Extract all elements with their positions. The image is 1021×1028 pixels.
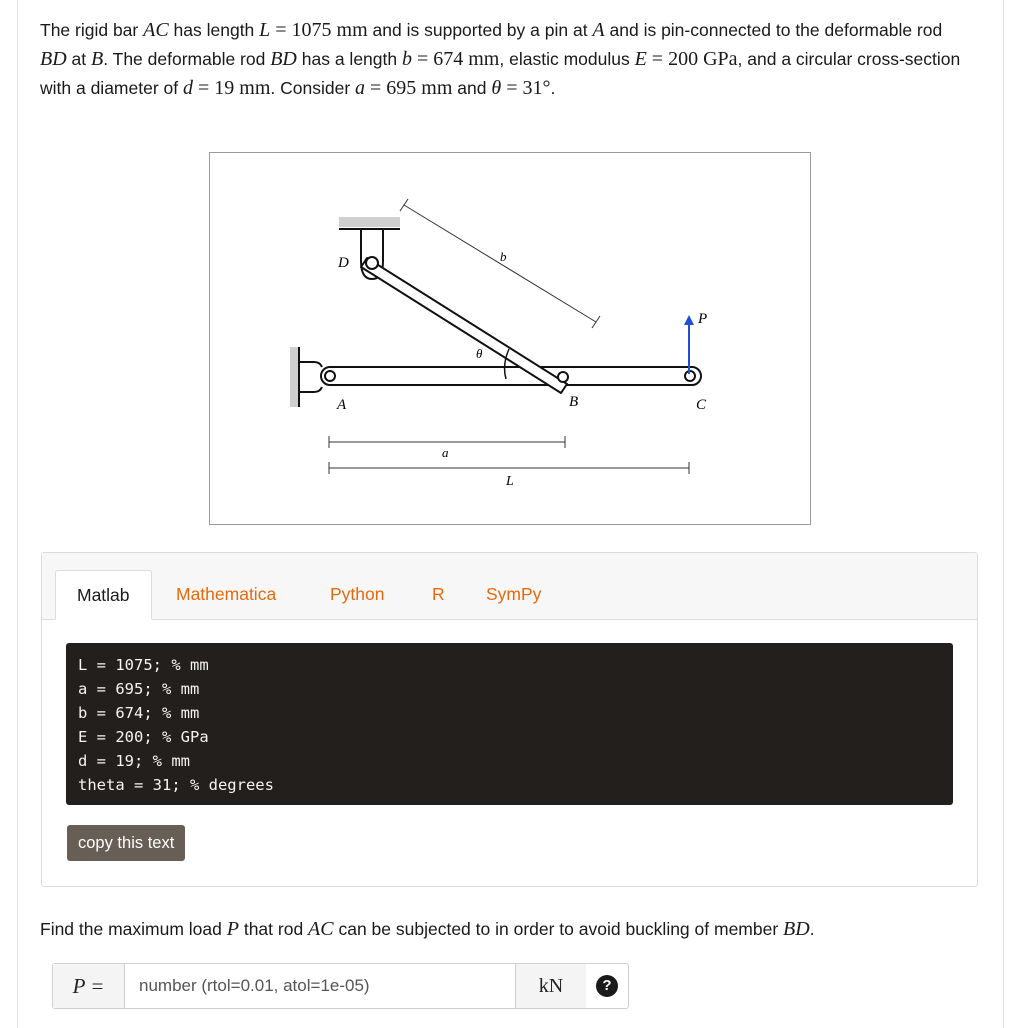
load-p-arrowhead xyxy=(684,315,694,325)
tab-matlab[interactable]: Matlab xyxy=(55,570,152,620)
rigid-bar-ac xyxy=(321,367,701,385)
ceiling-support xyxy=(339,217,400,227)
pin-d xyxy=(366,257,378,269)
help-icon[interactable]: ? xyxy=(596,975,618,997)
bar-rod-diagram xyxy=(210,153,810,524)
label-a-length: a xyxy=(442,445,449,460)
wall-support xyxy=(290,347,298,407)
label-l-length: L xyxy=(506,474,514,489)
label-c: C xyxy=(696,397,707,413)
answer-input[interactable] xyxy=(125,964,515,1008)
answer-label: P = xyxy=(53,964,125,1008)
pin-a xyxy=(325,371,335,381)
code-block[interactable]: L = 1075; % mm a = 695; % mm b = 674; % mm E = 200; % GPa d = 19; % mm theta = 31; % degrees xyxy=(66,643,953,805)
dimension-b-tick-end xyxy=(592,316,600,328)
copy-text-button[interactable]: copy this text xyxy=(67,825,185,861)
pin-b xyxy=(558,372,568,382)
problem-figure xyxy=(209,152,811,525)
tab-sympy[interactable]: SymPy xyxy=(486,584,542,604)
language-tabs xyxy=(42,553,977,620)
clevis-a xyxy=(300,362,322,392)
question-text: Find the maximum load P that rod AC can be subjected to in order to avoid buckling of member BD. xyxy=(40,918,815,940)
tab-mathematica[interactable]: Mathematica xyxy=(176,584,277,604)
label-b: B xyxy=(569,394,579,410)
label-p: P xyxy=(698,311,708,327)
code-panel xyxy=(41,552,978,887)
answer-unit: kN xyxy=(515,964,586,1008)
label-a: A xyxy=(337,397,347,413)
label-theta: θ xyxy=(476,346,483,361)
label-b-length: b xyxy=(500,249,507,264)
tab-python[interactable]: Python xyxy=(330,584,385,604)
label-d: D xyxy=(338,255,349,271)
tab-r[interactable]: R xyxy=(432,584,445,604)
problem-statement: The rigid bar AC has length L = 1075 mm and is supported by a pin at A and is pin-connected to the deformable rod BD at B. The deformable rod BD has a length b = 674 mm, elastic modulus E = 200 GPa, and a circular cross-section with a diameter of d = 19 mm. Consider a = 695 mm and θ = 31°. xyxy=(40,19,961,99)
dimension-b-tick-start xyxy=(400,199,408,211)
answer-row xyxy=(52,963,629,1009)
